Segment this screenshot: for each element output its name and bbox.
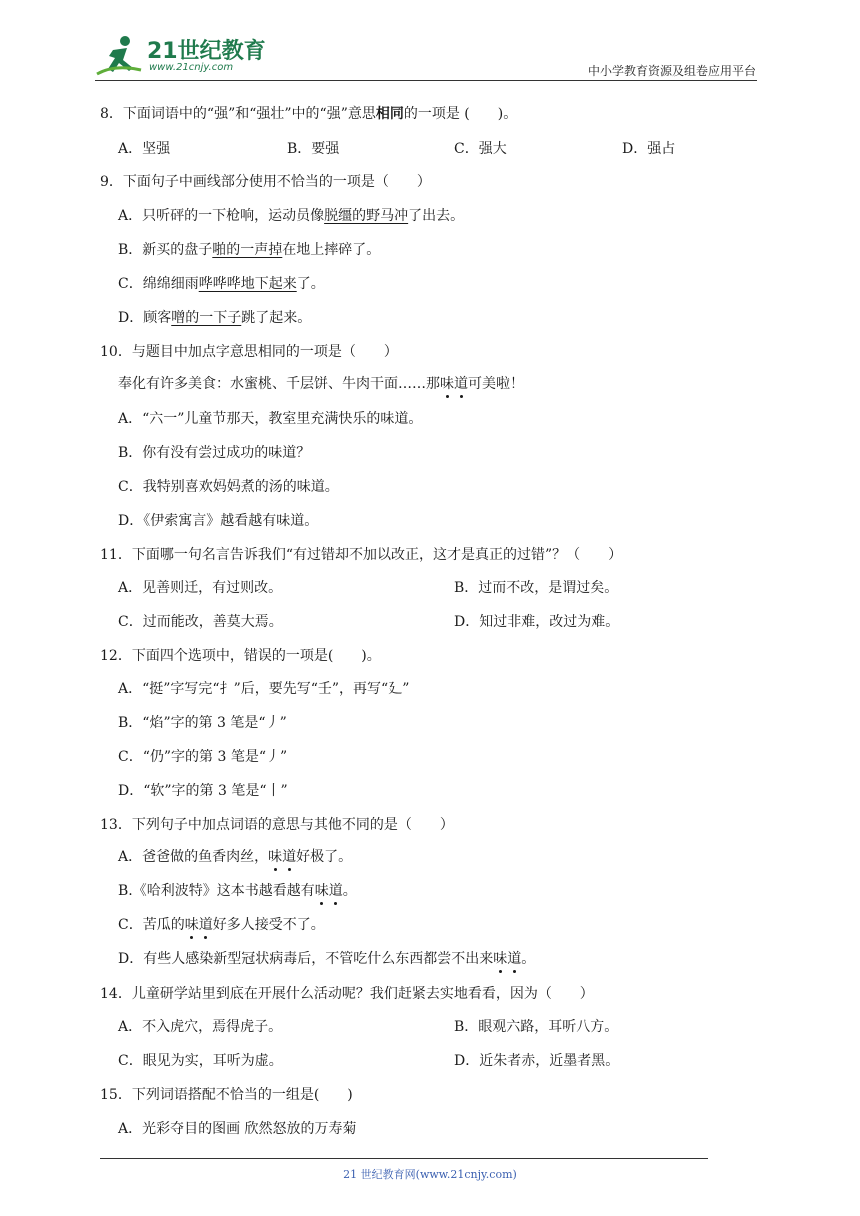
option-12a[interactable]: A．“挺”字写完“扌”后，要先写“壬”，再写“廴” (118, 681, 410, 697)
option-10b[interactable]: B．你有没有尝过成功的味道？ (118, 445, 311, 461)
option-11c[interactable]: C．过而能改，善莫大焉。 (118, 614, 283, 630)
option-13c[interactable]: C．苦瓜的味道好多人接受不了。 (118, 917, 325, 933)
option-13b[interactable]: B.《哈利波特》这本书越看越有味道。 (118, 883, 357, 899)
question-8-stem: 8．下面词语中的“强”和“强壮”中的“强”意思相同的一项是 ( )。 (100, 106, 518, 122)
platform-name: 中小学教育资源及组卷应用平台 (587, 64, 756, 78)
option-8c[interactable]: C．强大 (454, 141, 507, 157)
option-14d[interactable]: D．近朱者赤，近墨者黑。 (454, 1053, 620, 1069)
option-15a[interactable]: A．光彩夺目的图画 欣然怒放的万寿菊 (118, 1121, 357, 1137)
option-11b[interactable]: B．过而不改，是谓过矣。 (454, 580, 619, 596)
question-15-stem: 15．下列词语搭配不恰当的一组是( ) (100, 1087, 353, 1103)
question-9-stem: 9．下面句子中画线部分使用不恰当的一项是（ ） (100, 174, 431, 190)
option-11d[interactable]: D．知过非难，改过为难。 (454, 614, 620, 630)
option-10a[interactable]: A．“六一”儿童节那天，教室里充满快乐的味道。 (118, 411, 423, 427)
option-10c[interactable]: C．我特别喜欢妈妈煮的汤的味道。 (118, 479, 339, 495)
option-14b[interactable]: B．眼观六路，耳听八方。 (454, 1019, 619, 1035)
option-12d[interactable]: D．“软”字的第 3 笔是“丨” (118, 783, 288, 799)
question-13-stem: 13．下列句子中加点词语的意思与其他不同的是（ ） (100, 817, 454, 833)
option-9b[interactable]: B．新买的盘子啪的一声掉在地上摔碎了。 (118, 242, 381, 258)
logo-url: www.21cnjy.com (149, 62, 234, 73)
question-11-stem: 11．下面哪一句名言告诉我们“有过错却不加以改正，这才是真正的过错”？（ ） (100, 547, 623, 563)
option-12b[interactable]: B．“焰”字的第 3 笔是“丿” (118, 715, 287, 731)
question-12-stem: 12．下面四个选项中，错误的一项是( )。 (100, 648, 381, 664)
option-9c[interactable]: C．绵绵细雨哗哗哗地下起来了。 (118, 276, 325, 292)
option-8d[interactable]: D．强占 (622, 141, 676, 157)
option-10d[interactable]: D．《伊索寓言》越看越有味道。 (118, 513, 319, 529)
header-divider (95, 80, 757, 81)
question-10-context: 奉化有许多美食：水蜜桃、千层饼、牛肉干面……那味道可美啦！ (118, 376, 524, 392)
footer-divider (100, 1158, 708, 1159)
option-12c[interactable]: C．“仍”字的第 3 笔是“丿” (118, 749, 288, 765)
option-9d[interactable]: D．顾客噌的一下子跳了起来。 (118, 310, 312, 326)
option-14a[interactable]: A．不入虎穴，焉得虎子。 (118, 1019, 283, 1035)
runner-logo-icon (95, 34, 145, 78)
footer-link[interactable]: 21 世纪教育网(www.21cnjy.com) (343, 1168, 517, 1181)
question-14-stem: 14．儿童研学站里到底在开展什么活动呢？我们赶紧去实地看看，因为（ ） (100, 986, 594, 1002)
option-9a[interactable]: A．只听砰的一下枪响，运动员像脱缰的野马冲了出去。 (118, 208, 465, 224)
question-10-stem: 10．与题目中加点字意思相同的一项是（ ） (100, 344, 398, 360)
option-14c[interactable]: C．眼见为实，耳听为虚。 (118, 1053, 283, 1069)
site-logo[interactable] (95, 34, 265, 80)
option-8a[interactable]: A．坚强 (118, 141, 171, 157)
option-13a[interactable]: A．爸爸做的鱼香肉丝，味道好极了。 (118, 849, 353, 865)
option-13d[interactable]: D．有些人感染新型冠状病毒后，不管吃什么东西都尝不出来味道。 (118, 951, 536, 967)
option-8b[interactable]: B．要强 (287, 141, 340, 157)
option-11a[interactable]: A．见善则迁，有过则改。 (118, 580, 283, 596)
logo-title: 21世纪教育 (147, 39, 266, 64)
page-header (0, 0, 860, 84)
